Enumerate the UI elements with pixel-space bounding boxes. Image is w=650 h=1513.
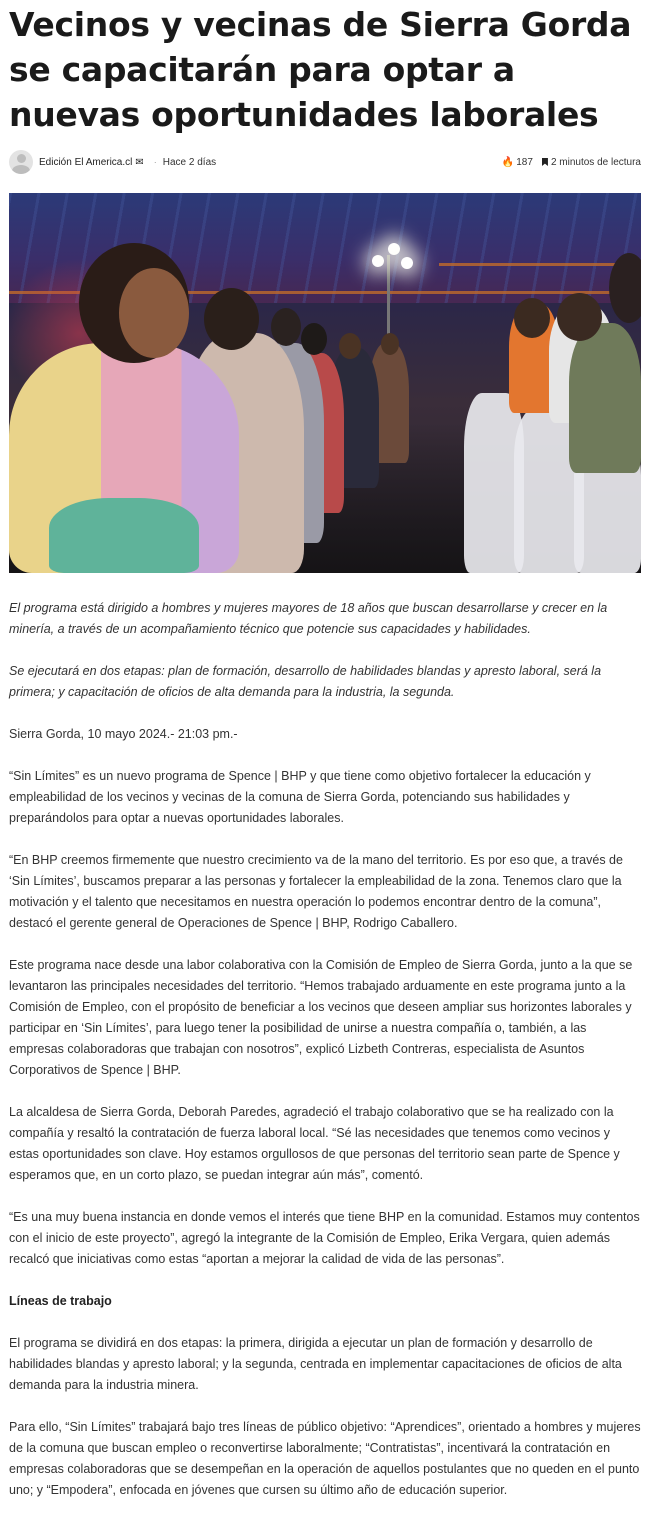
photo-person xyxy=(569,323,641,473)
meta-right xyxy=(502,157,641,168)
photo-head xyxy=(381,333,399,355)
photo-lamp xyxy=(372,255,384,267)
photo-head xyxy=(609,253,641,323)
article-meta xyxy=(9,149,641,175)
lead-paragraph: El programa está dirigido a hombres y mujeres mayores de 18 años que buscan desarrollarse y crecer en la minería, a través de un acompañamiento técnico que potencie sus capacidades y habilidades. xyxy=(9,601,608,636)
mail-icon[interactable]: ✉ xyxy=(135,156,144,168)
views-count: 187 xyxy=(516,156,533,168)
photo-head xyxy=(339,333,361,359)
article-title: Vecinos y vecinas de Sierra Gorda se capacitarán para optar a nuevas oportunidades laborales xyxy=(9,5,632,134)
publish-time: Hace 2 días xyxy=(162,156,217,168)
lead-paragraph: Se ejecutará en dos etapas: plan de formación, desarrollo de habilidades blandas y apresto laboral, será la primera; y capacitación de oficios de alta demanda para la industria, la segunda. xyxy=(9,664,602,699)
views xyxy=(502,157,533,168)
body-paragraph: “Sin Límites” es un nuevo programa de Spence | BHP y que tiene como objetivo fortalecer la educación y empleabilidad de los vecinos y vecinas de la comuna de Sierra Gorda, potenciando sus habilidades y preparándolos para optar a nuevas oportunidades laborales. xyxy=(9,769,591,825)
reading-time: 2 minutos de lectura xyxy=(550,156,641,168)
body-paragraph: El programa se dividirá en dos etapas: la primera, dirigida a ejecutar un plan de formación y desarrollo de habilidades blandas y apresto laboral; y la segunda, centrada en implementar capacitaciones de oficios de alta demanda para la industria minera. xyxy=(9,1336,622,1392)
separator-dot: · xyxy=(153,157,157,167)
author-name[interactable]: Edición El America.cl xyxy=(39,156,133,168)
body-paragraph: “Es una muy buena instancia en donde vemos el interés que tiene BHP en la comunidad. Estamos muy contentos con el inicio de este proyecto”, agregó la integrante de la Comisión de Empleo, Erika Vergara, quien además recalcó que iniciativas como estas “aportan a mejorar la calidad de vida de las personas”. xyxy=(9,1210,640,1266)
meta-left xyxy=(9,150,216,174)
fire-icon: 🔥 xyxy=(501,156,515,168)
body-paragraph: La alcaldesa de Sierra Gorda, Deborah Paredes, agradeció el trabajo colaborativo que se ha realizado con la compañía y resaltó la contratación de fuerza laboral local. “Sé las necesidades que tenemos como vecinos y estas oportunidades son clave. Hoy estamos orgullosos de que personas del territorio sean parte de Spence y esperamos que, en un corto plazo, se puedan integrar aún más”, comentó. xyxy=(9,1105,620,1182)
event-photo xyxy=(9,193,641,573)
photo-head xyxy=(271,308,301,346)
body-paragraph: “En BHP creemos firmemente que nuestro crecimiento va de la mano del territorio. Es por eso que, a través de ‘Sin Límites’, buscamos preparar a las personas y fortalecer la empleabilidad de la zona. Tenemos claro que la motivación y el talento que necesitamos en nuestra operación lo podemos encontrar dentro de la comuna”, destacó el gerente general de Operaciones de Spence | BHP, Rodrigo Caballero. xyxy=(9,853,623,930)
photo-head xyxy=(301,323,327,355)
dateline: Sierra Gorda, 10 mayo 2024.- 21:03 pm.- xyxy=(9,727,238,741)
body-paragraph: Para ello, “Sin Límites” trabajará bajo tres líneas de público objetivo: “Aprendices”, orientado a hombres y mujeres de la comuna que buscan empleo o reconvertirse laboralmente; “Contratistas”, incentivará la contratación en empresas colaboradoras que se desempeñan en la operación de aquellos postulantes que no queden en el punto uno; y “Empodera”, enfocada en jóvenes que cursen su último año de educación superior. xyxy=(9,1420,641,1497)
photo-face xyxy=(119,268,189,358)
photo-beam xyxy=(439,263,639,266)
photo-head xyxy=(557,293,602,341)
photo-lamp xyxy=(401,257,413,269)
photo-head xyxy=(514,298,550,338)
photo-person xyxy=(49,498,199,573)
photo-head xyxy=(204,288,259,350)
bookmark-icon xyxy=(542,158,548,166)
section-heading: Líneas de trabajo xyxy=(9,1294,112,1308)
photo-lamp xyxy=(388,243,400,255)
body-paragraph: Este programa nace desde una labor colaborativa con la Comisión de Empleo de Sierra Gorda, junto a la que se levantaron las principales necesidades del territorio. “Hemos trabajado arduamente en este programa junto a la Comisión de Empleo, con el propósito de beneficiar a los vecinos que deseen ampliar sus horizontes laborales y participar en ‘Sin Límites’, para luego tener la posibilidad de unirse a nuestra compañía o, también, a las empresas colaboradoras que trabajan con nosotros”, explicó Lizbeth Contreras, especialista de Asuntos Corporativos de Spence | BHP. xyxy=(9,958,633,1077)
author-avatar[interactable] xyxy=(9,150,33,174)
